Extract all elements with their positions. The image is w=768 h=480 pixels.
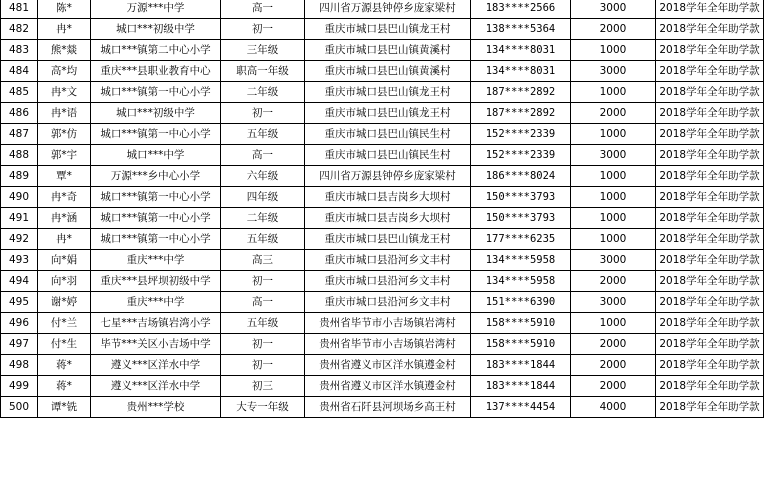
aid-description-cell: 2018学年全年助学款 (656, 250, 764, 271)
amount-cell: 2000 (571, 376, 656, 397)
aid-description-cell: 2018学年全年助学款 (656, 397, 764, 418)
serial-number-cell: 488 (1, 145, 38, 166)
phone-cell: 177****6235 (471, 229, 571, 250)
table-row (1, 19, 764, 40)
school-cell: 城口***镇第一中心小学 (91, 124, 221, 145)
student-name-cell: 郭*仿 (38, 124, 91, 145)
student-name-cell: 谭*铣 (38, 397, 91, 418)
table-row (1, 229, 764, 250)
serial-number-cell: 497 (1, 334, 38, 355)
aid-description-cell: 2018学年全年助学款 (656, 355, 764, 376)
home-address-cell: 重庆市城口县巴山镇龙王村 (305, 19, 471, 40)
school-cell: 七星***吉场镇岩湾小学 (91, 313, 221, 334)
aid-description-cell: 2018学年全年助学款 (656, 376, 764, 397)
home-address-cell: 重庆市城口县巴山镇民生村 (305, 145, 471, 166)
serial-number-cell: 482 (1, 19, 38, 40)
grade-cell: 高一 (221, 145, 305, 166)
table-row (1, 397, 764, 418)
student-name-cell: 郭*宇 (38, 145, 91, 166)
amount-cell: 3000 (571, 292, 656, 313)
home-address-cell: 重庆市城口县沿河乡文丰村 (305, 250, 471, 271)
grade-cell: 高一 (221, 0, 305, 19)
school-cell: 万源***乡中心小学 (91, 166, 221, 187)
phone-cell: 187****2892 (471, 82, 571, 103)
student-name-cell: 熊*燚 (38, 40, 91, 61)
amount-cell: 3000 (571, 145, 656, 166)
student-name-cell: 蒋* (38, 376, 91, 397)
school-cell: 城口***镇第二中心小学 (91, 40, 221, 61)
student-name-cell: 冉* (38, 229, 91, 250)
phone-cell: 137****4454 (471, 397, 571, 418)
home-address-cell: 贵州省遵义市区洋水镇遵金村 (305, 355, 471, 376)
aid-description-cell: 2018学年全年助学款 (656, 208, 764, 229)
phone-cell: 183****1844 (471, 355, 571, 376)
amount-cell: 1000 (571, 40, 656, 61)
serial-number-cell: 483 (1, 40, 38, 61)
table-row (1, 124, 764, 145)
aid-description-cell: 2018学年全年助学款 (656, 292, 764, 313)
home-address-cell: 重庆市城口县吉岗乡大坝村 (305, 187, 471, 208)
grade-cell: 二年级 (221, 208, 305, 229)
school-cell: 城口***镇第一中心小学 (91, 229, 221, 250)
student-name-cell: 付*兰 (38, 313, 91, 334)
amount-cell: 1000 (571, 229, 656, 250)
home-address-cell: 四川省万源县钟停乡庞家梁村 (305, 0, 471, 19)
aid-description-cell: 2018学年全年助学款 (656, 187, 764, 208)
phone-cell: 152****2339 (471, 124, 571, 145)
amount-cell: 3000 (571, 61, 656, 82)
student-name-cell: 高*均 (38, 61, 91, 82)
grade-cell: 六年级 (221, 166, 305, 187)
aid-description-cell: 2018学年全年助学款 (656, 103, 764, 124)
amount-cell: 2000 (571, 334, 656, 355)
phone-cell: 150****3793 (471, 208, 571, 229)
grade-cell: 五年级 (221, 124, 305, 145)
student-name-cell: 冉*涵 (38, 208, 91, 229)
table-body (1, 0, 764, 418)
grade-cell: 初一 (221, 334, 305, 355)
grade-cell: 高三 (221, 250, 305, 271)
grade-cell: 高一 (221, 292, 305, 313)
table-row (1, 334, 764, 355)
school-cell: 城口***镇第一中心小学 (91, 208, 221, 229)
grade-cell: 二年级 (221, 82, 305, 103)
amount-cell: 4000 (571, 397, 656, 418)
home-address-cell: 重庆市城口县巴山镇黄溪村 (305, 40, 471, 61)
school-cell: 重庆***中学 (91, 250, 221, 271)
table-row (1, 40, 764, 61)
serial-number-cell: 487 (1, 124, 38, 145)
serial-number-cell: 500 (1, 397, 38, 418)
home-address-cell: 重庆市城口县吉岗乡大坝村 (305, 208, 471, 229)
table-row (1, 103, 764, 124)
grade-cell: 初一 (221, 103, 305, 124)
home-address-cell: 重庆市城口县巴山镇民生村 (305, 124, 471, 145)
aid-description-cell: 2018学年全年助学款 (656, 229, 764, 250)
phone-cell: 134****8031 (471, 61, 571, 82)
aid-description-cell: 2018学年全年助学款 (656, 166, 764, 187)
grade-cell: 五年级 (221, 229, 305, 250)
amount-cell: 2000 (571, 19, 656, 40)
student-name-cell: 向*羽 (38, 271, 91, 292)
home-address-cell: 贵州省毕节市小吉场镇岩湾村 (305, 334, 471, 355)
phone-cell: 183****1844 (471, 376, 571, 397)
school-cell: 重庆***县坪坝初级中学 (91, 271, 221, 292)
serial-number-cell: 492 (1, 229, 38, 250)
amount-cell: 2000 (571, 103, 656, 124)
table-row (1, 187, 764, 208)
school-cell: 毕节***关区小吉场中学 (91, 334, 221, 355)
home-address-cell: 重庆市城口县沿河乡文丰村 (305, 292, 471, 313)
table-row (1, 376, 764, 397)
table-row (1, 313, 764, 334)
phone-cell: 186****8024 (471, 166, 571, 187)
serial-number-cell: 498 (1, 355, 38, 376)
phone-cell: 187****2892 (471, 103, 571, 124)
school-cell: 重庆***县职业教育中心 (91, 61, 221, 82)
amount-cell: 1000 (571, 208, 656, 229)
table-row (1, 145, 764, 166)
school-cell: 万源***中学 (91, 0, 221, 19)
table-row (1, 0, 764, 19)
phone-cell: 134****8031 (471, 40, 571, 61)
aid-description-cell: 2018学年全年助学款 (656, 0, 764, 19)
amount-cell: 1000 (571, 187, 656, 208)
school-cell: 城口***初级中学 (91, 103, 221, 124)
home-address-cell: 贵州省石阡县河坝场乡高王村 (305, 397, 471, 418)
grade-cell: 初一 (221, 355, 305, 376)
home-address-cell: 贵州省毕节市小吉场镇岩湾村 (305, 313, 471, 334)
home-address-cell: 重庆市城口县沿河乡文丰村 (305, 271, 471, 292)
serial-number-cell: 491 (1, 208, 38, 229)
phone-cell: 183****2566 (471, 0, 571, 19)
phone-cell: 138****5364 (471, 19, 571, 40)
serial-number-cell: 490 (1, 187, 38, 208)
student-name-cell: 蒋* (38, 355, 91, 376)
aid-description-cell: 2018学年全年助学款 (656, 61, 764, 82)
phone-cell: 134****5958 (471, 250, 571, 271)
student-name-cell: 冉*文 (38, 82, 91, 103)
serial-number-cell: 493 (1, 250, 38, 271)
home-address-cell: 四川省万源县钟停乡庞家梁村 (305, 166, 471, 187)
phone-cell: 150****3793 (471, 187, 571, 208)
grade-cell: 初一 (221, 19, 305, 40)
aid-description-cell: 2018学年全年助学款 (656, 271, 764, 292)
grade-cell: 四年级 (221, 187, 305, 208)
serial-number-cell: 489 (1, 166, 38, 187)
student-name-cell: 冉*语 (38, 103, 91, 124)
phone-cell: 158****5910 (471, 313, 571, 334)
aid-description-cell: 2018学年全年助学款 (656, 334, 764, 355)
grade-cell: 职高一年级 (221, 61, 305, 82)
amount-cell: 2000 (571, 271, 656, 292)
school-cell: 重庆***中学 (91, 292, 221, 313)
grade-cell: 初一 (221, 271, 305, 292)
table-row (1, 61, 764, 82)
student-name-cell: 覃* (38, 166, 91, 187)
home-address-cell: 重庆市城口县巴山镇龙王村 (305, 229, 471, 250)
table-row (1, 271, 764, 292)
amount-cell: 1000 (571, 313, 656, 334)
home-address-cell: 贵州省遵义市区洋水镇遵金村 (305, 376, 471, 397)
serial-number-cell: 484 (1, 61, 38, 82)
amount-cell: 2000 (571, 355, 656, 376)
school-cell: 城口***初级中学 (91, 19, 221, 40)
serial-number-cell: 486 (1, 103, 38, 124)
amount-cell: 1000 (571, 166, 656, 187)
aid-description-cell: 2018学年全年助学款 (656, 313, 764, 334)
aid-description-cell: 2018学年全年助学款 (656, 124, 764, 145)
phone-cell: 151****6390 (471, 292, 571, 313)
school-cell: 遵义***区洋水中学 (91, 376, 221, 397)
table-row (1, 355, 764, 376)
student-name-cell: 谢*婷 (38, 292, 91, 313)
school-cell: 城口***镇第一中心小学 (91, 82, 221, 103)
table-row (1, 250, 764, 271)
amount-cell: 1000 (571, 124, 656, 145)
grade-cell: 五年级 (221, 313, 305, 334)
table-row (1, 208, 764, 229)
grade-cell: 三年级 (221, 40, 305, 61)
serial-number-cell: 499 (1, 376, 38, 397)
phone-cell: 152****2339 (471, 145, 571, 166)
amount-cell: 1000 (571, 82, 656, 103)
table-row (1, 82, 764, 103)
serial-number-cell: 494 (1, 271, 38, 292)
school-cell: 城口***中学 (91, 145, 221, 166)
student-name-cell: 陈* (38, 0, 91, 19)
grade-cell: 初三 (221, 376, 305, 397)
school-cell: 城口***镇第一中心小学 (91, 187, 221, 208)
serial-number-cell: 485 (1, 82, 38, 103)
serial-number-cell: 496 (1, 313, 38, 334)
aid-description-cell: 2018学年全年助学款 (656, 40, 764, 61)
aid-description-cell: 2018学年全年助学款 (656, 145, 764, 166)
phone-cell: 158****5910 (471, 334, 571, 355)
student-name-cell: 付*生 (38, 334, 91, 355)
grade-cell: 大专一年级 (221, 397, 305, 418)
amount-cell: 3000 (571, 0, 656, 19)
table-row (1, 292, 764, 313)
home-address-cell: 重庆市城口县巴山镇龙王村 (305, 82, 471, 103)
amount-cell: 3000 (571, 250, 656, 271)
school-cell: 遵义***区洋水中学 (91, 355, 221, 376)
student-name-cell: 冉*奇 (38, 187, 91, 208)
school-cell: 贵州***学校 (91, 397, 221, 418)
table-row (1, 166, 764, 187)
serial-number-cell: 481 (1, 0, 38, 19)
home-address-cell: 重庆市城口县巴山镇龙王村 (305, 103, 471, 124)
student-name-cell: 向*娟 (38, 250, 91, 271)
aid-description-cell: 2018学年全年助学款 (656, 19, 764, 40)
student-name-cell: 冉* (38, 19, 91, 40)
phone-cell: 134****5958 (471, 271, 571, 292)
home-address-cell: 重庆市城口县巴山镇黄溪村 (305, 61, 471, 82)
serial-number-cell: 495 (1, 292, 38, 313)
aid-description-cell: 2018学年全年助学款 (656, 82, 764, 103)
